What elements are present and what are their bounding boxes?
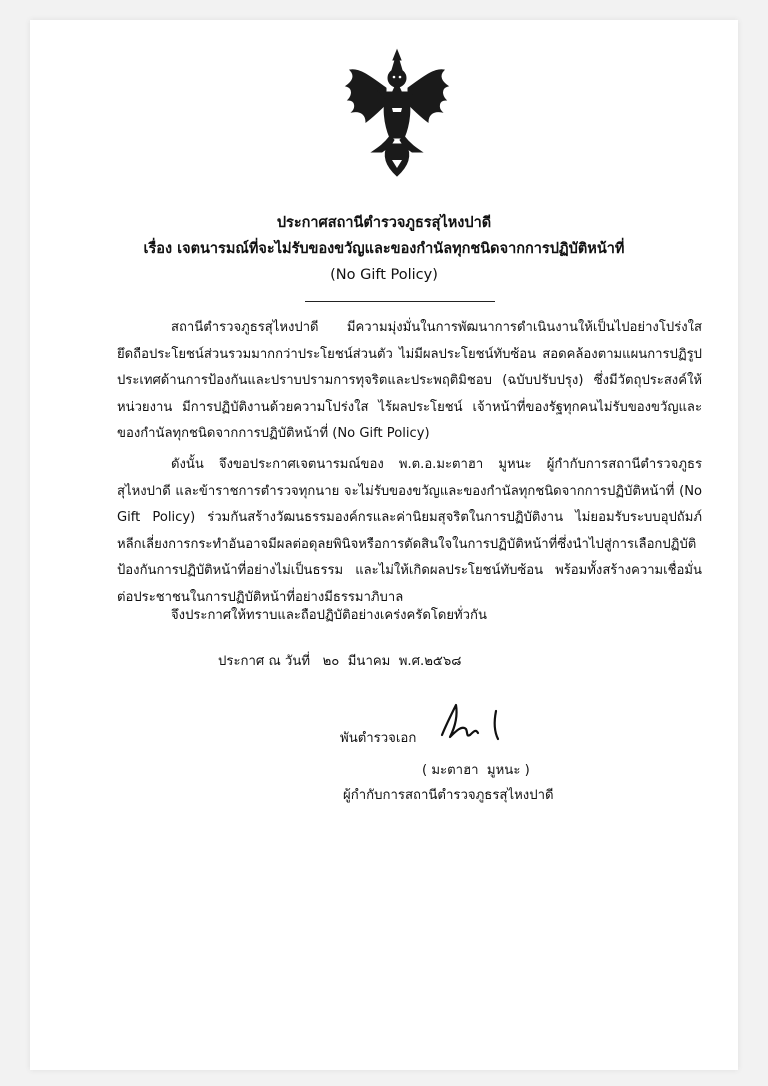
policy-subtitle: (No Gift Policy) <box>330 267 438 283</box>
signer-name: ( มะตาฮา มูหนะ ) <box>422 763 530 778</box>
body-paragraph-2: ดังนั้น จึงขอประกาศเจตนารมณ์ของ พ.ต.อ.มะตาฮา มูหนะ ผู้กำกับการสถานีตำรวจภูธรสุไหงปาดี และข้าราชการตำรวจทุกนาย จะไม่รับของขวัญและของกำนัลทุกชนิดจากการปฏิบัติหน้าที่ (No Gift Policy) ร่วมกันสร้างวัฒนธรรมองค์กรและค่านิยมสุจริตในการปฏิบัติงาน ไม่ยอมรับระบบอุปถัมภ์ หลีกเลี่ยงการกระทำอันอาจมีผลต่อดุลยพินิจหรือการตัดสินใจในการปฏิบัติหน้าที่ซึ่งนำไปสู่การเลือกปฏิบัติ ป้องกันการปฏิบัติหน้าที่อย่างไม่เป็นธรรม และไม่ให้เกิดผลประโยชน์ทับซ้อน พร้อมทั้งสร้างความเชื่อมั่นต่อประชาชนในการปฏิบัติหน้าที่อย่างมีธรรมาภิบาล <box>117 457 702 605</box>
signer-rank: พันตำรวจเอก <box>340 731 417 746</box>
body-paragraph-3: จึงประกาศให้ทราบและถือปฏิบัติอย่างเคร่งครัดโดยทั่วกัน <box>171 608 487 623</box>
announcement-date: ประกาศ ณ วันที่ ๒๐ มีนาคม พ.ศ.๒๕๖๘ <box>218 654 462 669</box>
title-divider <box>305 301 495 302</box>
signer-position: ผู้กำกับการสถานีตำรวจภูธรสุไหงปาดี <box>343 788 554 803</box>
handwritten-signature <box>432 695 512 750</box>
garuda-emblem-icon <box>342 48 452 178</box>
body-paragraph-1: สถานีตำรวจภูธรสุไหงปาดี มีความมุ่งมั่นในการพัฒนาการดำเนินงานให้เป็นไปอย่างโปร่งใส ยึดถือประโยชน์ส่วนรวมมากกว่าประโยชน์ส่วนตัว ไม่มีผลประโยชน์ทับซ้อน สอดคล้องตามแผนการปฏิรูปประเทศด้านการป้องกันและปราบปรามการทุจริตและประพฤติมิชอบ (ฉบับปรับปรุง) ซึ่งมีวัตถุประสงค์ให้หน่วยงาน มีการปฏิบัติงานด้วยความโปร่งใส ไร้ผลประโยชน์ เจ้าหน้าที่ของรัฐทุกคนไม่รับของขวัญและของกำนัลทุกชนิดจากการปฏิบัติหน้าที่ (No Gift Policy) <box>117 320 702 442</box>
announcement-subject: เรื่อง เจตนารมณ์ที่จะไม่รับของขวัญและของกำนัลทุกชนิดจากการปฏิบัติหน้าที่ <box>143 241 625 257</box>
announcement-title: ประกาศสถานีตำรวจภูธรสุไหงปาดี <box>276 215 492 231</box>
